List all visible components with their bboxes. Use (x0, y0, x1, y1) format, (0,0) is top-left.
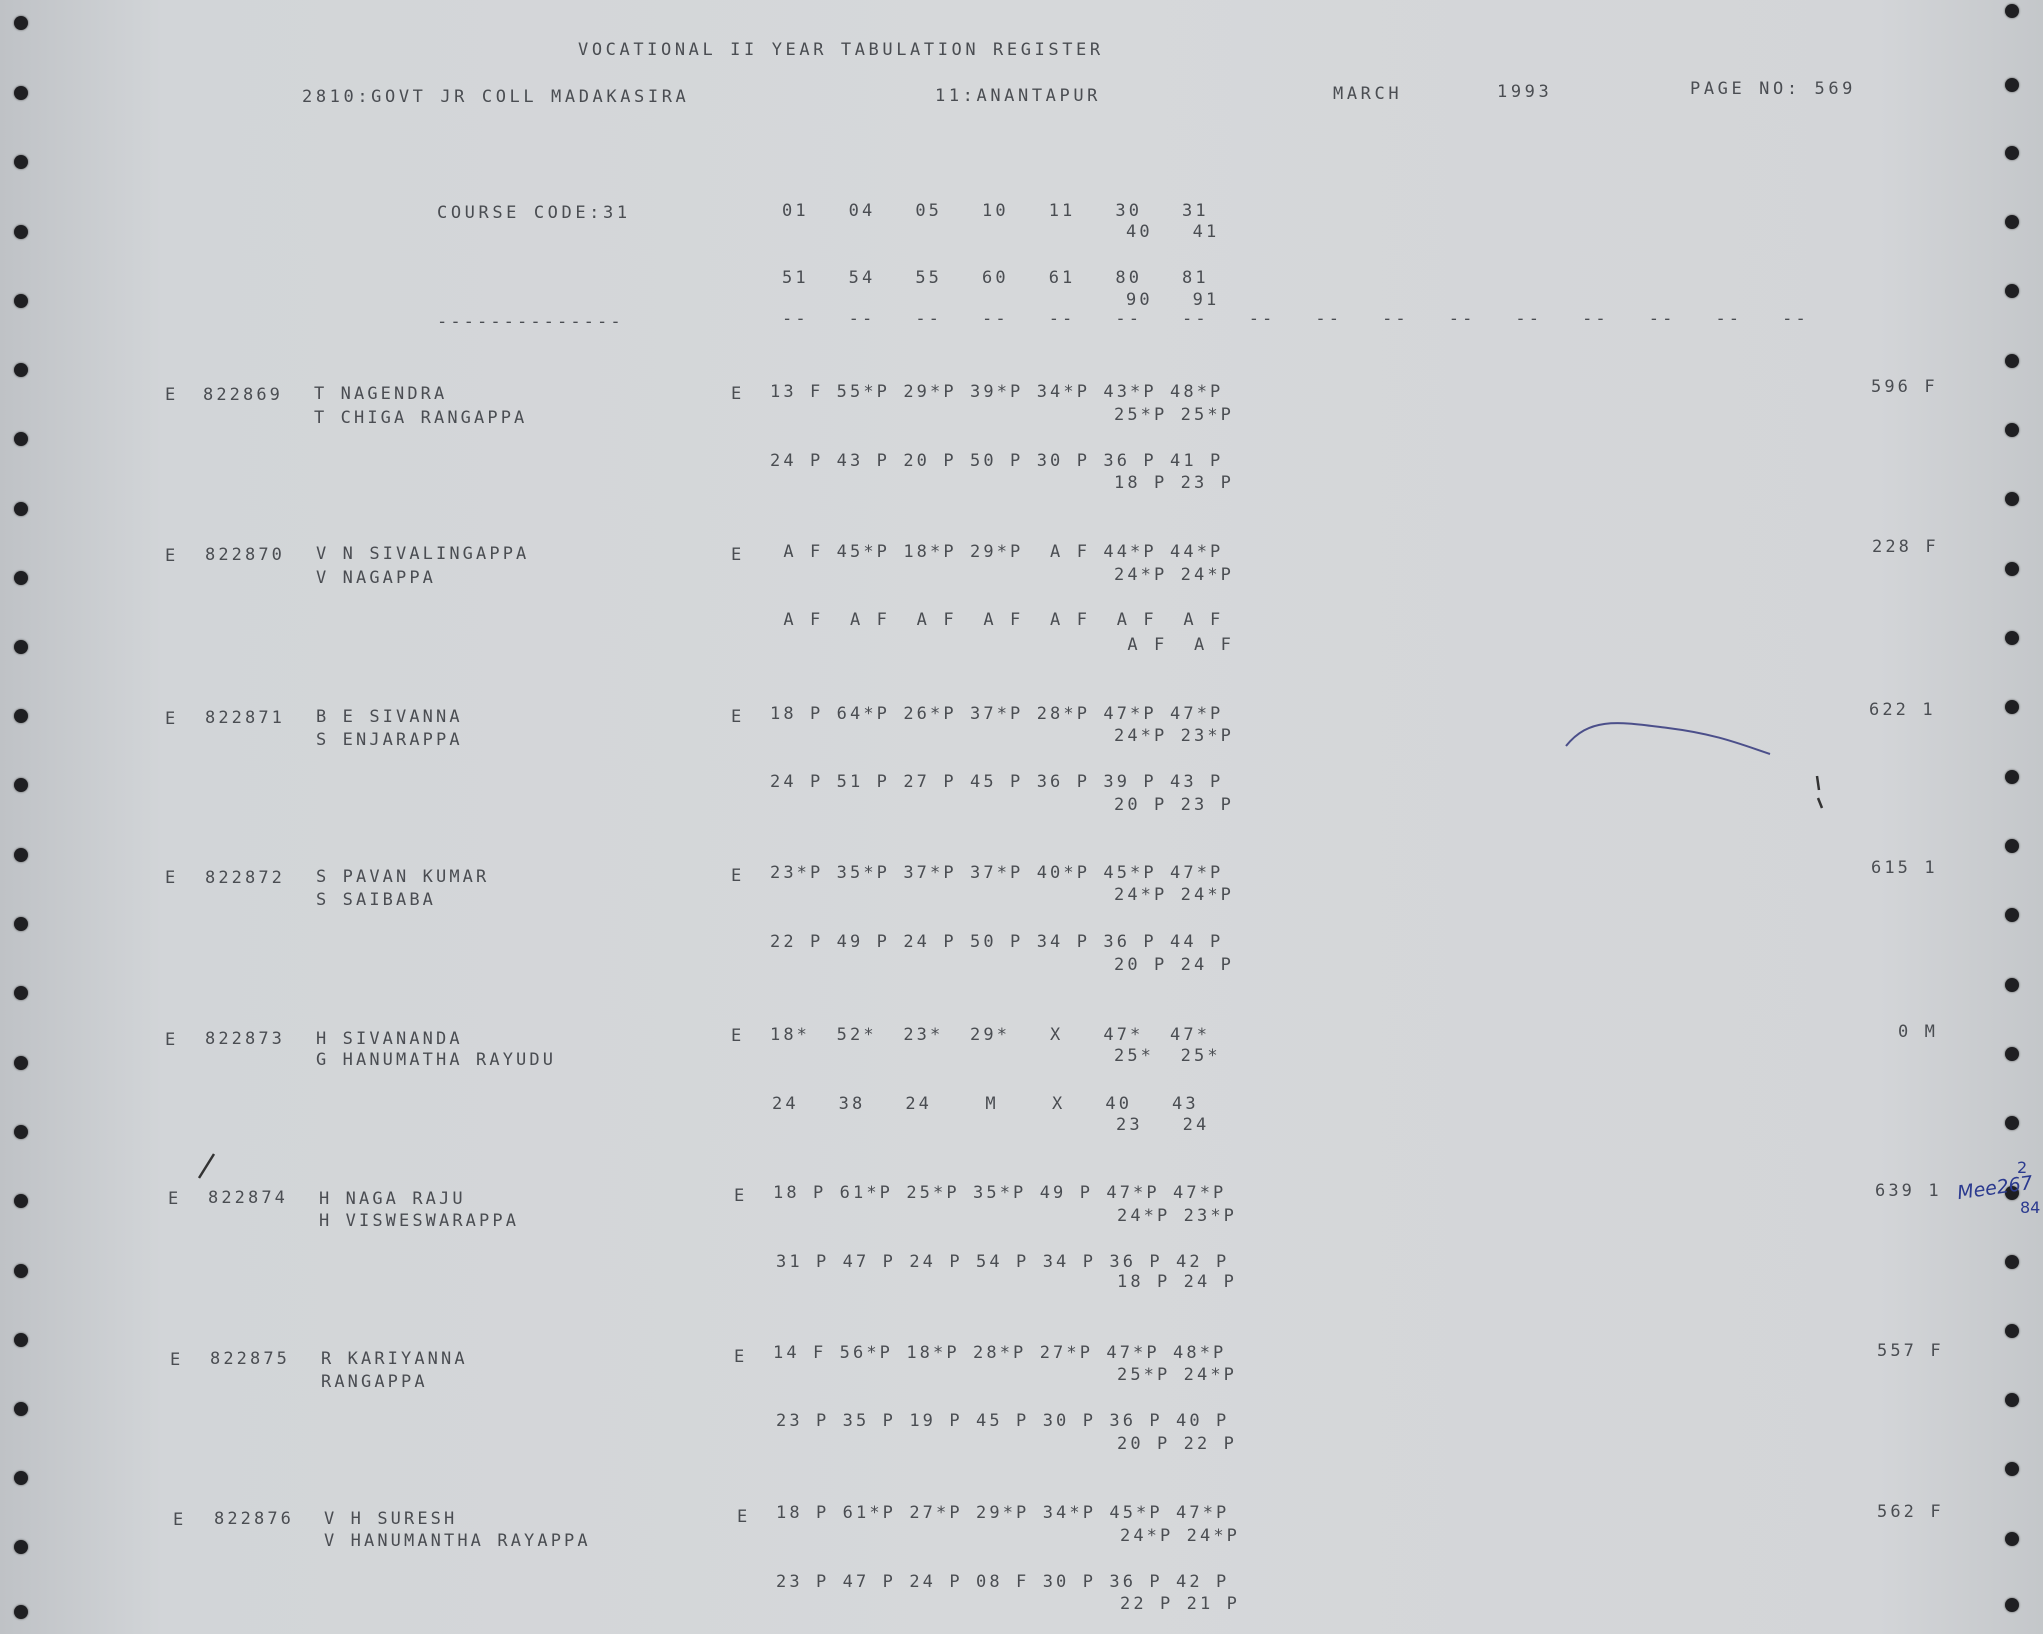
student-name: H SIVANANDA (316, 1029, 463, 1049)
roll-number: 822870 (205, 545, 286, 565)
parent-name: V HANUMANTHA RAYAPPA (324, 1531, 591, 1551)
roll-number: 822871 (205, 708, 286, 728)
student-name: H NAGA RAJU (319, 1189, 466, 1209)
total-result: 639 1 (1875, 1181, 1942, 1201)
marks-line-2b: 20 P 24 P (1114, 955, 1235, 975)
marks-line-2: 31 P 47 P 24 P 54 P 34 P 36 P 42 P (776, 1252, 1230, 1272)
handwritten-subscript: 84 (2020, 1198, 2041, 1217)
student-name: R KARIYANNA (321, 1349, 468, 1369)
sprocket-hole (14, 1125, 28, 1139)
sprocket-hole (2005, 1324, 2019, 1338)
sprocket-hole (2005, 1598, 2019, 1612)
sprocket-hole (14, 1333, 28, 1347)
parent-name: RANGAPPA (321, 1372, 428, 1392)
sprocket-hole (14, 778, 28, 792)
header-rule-row: -- -- -- -- -- -- -- -- -- -- -- -- -- -- -- -- (782, 309, 1809, 329)
marks-line-2: 24 P 43 P 20 P 50 P 30 P 36 P 41 P (770, 451, 1224, 471)
total-result: 228 F (1872, 537, 1939, 557)
marks-line-1b: 24*P 24*P (1114, 885, 1235, 905)
stream-code: E (168, 1189, 182, 1209)
roll-number: 822872 (205, 868, 286, 888)
medium-code: E (731, 545, 745, 565)
sprocket-hole (14, 1194, 28, 1208)
sprocket-hole (2005, 354, 2019, 368)
sprocket-hole (14, 1264, 28, 1278)
total-result: 557 F (1877, 1341, 1944, 1361)
left-sprocket-holes (14, 0, 54, 1634)
sprocket-hole (14, 1540, 28, 1554)
marks-line-2: 23 P 47 P 24 P 08 F 30 P 36 P 42 P (776, 1572, 1230, 1592)
sprocket-hole (2005, 1462, 2019, 1476)
marks-line-2b: 22 P 21 P (1120, 1594, 1241, 1614)
marks-line-1b: 25*P 24*P (1117, 1365, 1238, 1385)
total-result: 562 F (1877, 1502, 1944, 1522)
marks-line-1: A F 45*P 18*P 29*P A F 44*P 44*P (770, 542, 1224, 562)
sprocket-hole (14, 155, 28, 169)
medium-code: E (734, 1347, 748, 1367)
medium-code: E (734, 1186, 748, 1206)
sprocket-hole (14, 1605, 28, 1619)
course-code-label: COURSE CODE:31 (437, 203, 631, 223)
parent-name: T CHIGA RANGAPPA (314, 408, 528, 428)
total-result: 615 1 (1871, 858, 1938, 878)
pen-tick-mark (1817, 776, 1822, 808)
marks-line-2: 24 38 24 M X 40 43 (772, 1094, 1199, 1114)
handwritten-note: Mee267 (1955, 1171, 2035, 1205)
roll-number: 822876 (214, 1509, 295, 1529)
pencil-slash-mark (199, 1154, 214, 1178)
sprocket-hole (14, 225, 28, 239)
marks-line-1: 18 P 64*P 26*P 37*P 28*P 47*P 47*P (770, 704, 1224, 724)
sprocket-hole (2005, 146, 2019, 160)
sprocket-hole (2005, 839, 2019, 853)
sprocket-hole (14, 16, 28, 30)
sprocket-hole (14, 1402, 28, 1416)
roll-number: 822875 (210, 1349, 291, 1369)
sprocket-hole (14, 432, 28, 446)
marks-line-2b: 20 P 22 P (1117, 1434, 1238, 1454)
stream-code: E (165, 546, 179, 566)
medium-code: E (737, 1507, 751, 1527)
marks-line-2b: A F A F (1114, 635, 1235, 655)
sprocket-hole (2005, 1047, 2019, 1061)
sprocket-hole (2005, 1255, 2019, 1269)
medium-code: E (731, 1026, 745, 1046)
sprocket-hole (14, 848, 28, 862)
marks-line-2: 23 P 35 P 19 P 45 P 30 P 36 P 40 P (776, 1411, 1230, 1431)
marks-line-1: 23*P 35*P 37*P 37*P 40*P 45*P 47*P (770, 863, 1224, 883)
sprocket-hole (14, 294, 28, 308)
marks-line-1b: 24*P 23*P (1117, 1206, 1238, 1226)
sprocket-hole (2005, 631, 2019, 645)
roll-number: 822873 (205, 1029, 286, 1049)
stream-code: E (170, 1350, 184, 1370)
sprocket-hole (14, 86, 28, 100)
subject-codes-row-1: 01 04 05 10 11 30 31 (782, 201, 1209, 221)
page-number: PAGE NO: 569 (1690, 79, 1857, 99)
medium-code: E (731, 707, 745, 727)
student-name: V H SURESH (324, 1509, 458, 1529)
sprocket-hole (14, 1471, 28, 1485)
marks-line-1b: 24*P 24*P (1114, 565, 1235, 585)
sprocket-hole (14, 917, 28, 931)
sprocket-hole (2005, 700, 2019, 714)
marks-line-1b: 25*P 25*P (1114, 405, 1235, 425)
marks-line-2: A F A F A F A F A F A F A F (770, 610, 1224, 630)
parent-name: S ENJARAPPA (316, 730, 463, 750)
sprocket-hole (2005, 770, 2019, 784)
marks-line-1: 18* 52* 23* 29* X 47* 47* (770, 1025, 1211, 1045)
roll-number: 822874 (208, 1188, 289, 1208)
handwritten-superscript: 2 (2017, 1158, 2028, 1177)
student-name: V N SIVALINGAPPA (316, 544, 530, 564)
exam-year: 1993 (1497, 82, 1553, 102)
total-result: 0 M (1898, 1022, 1939, 1042)
marks-line-2: 24 P 51 P 27 P 45 P 36 P 39 P 43 P (770, 772, 1224, 792)
sprocket-hole (14, 986, 28, 1000)
stream-code: E (165, 868, 179, 888)
district-name: 11:ANANTAPUR (935, 86, 1102, 106)
sprocket-hole (2005, 4, 2019, 18)
subject-codes-row-2: 51 54 55 60 61 80 81 (782, 268, 1209, 288)
marks-line-1: 14 F 56*P 18*P 28*P 27*P 47*P 48*P (773, 1343, 1227, 1363)
sprocket-hole (14, 640, 28, 654)
subject-codes-row-1b: 40 41 (1126, 222, 1220, 242)
subject-codes-row-2b: 90 91 (1126, 290, 1220, 310)
marks-line-1: 18 P 61*P 25*P 35*P 49 P 47*P 47*P (773, 1183, 1227, 1203)
student-name: B E SIVANNA (316, 707, 463, 727)
parent-name: V NAGAPPA (316, 568, 437, 588)
medium-code: E (731, 384, 745, 404)
sprocket-hole (2005, 1393, 2019, 1407)
sprocket-hole (2005, 492, 2019, 506)
marks-line-1b: 24*P 24*P (1120, 1526, 1241, 1546)
medium-code: E (731, 866, 745, 886)
marks-line-1: 18 P 61*P 27*P 29*P 34*P 45*P 47*P (776, 1503, 1230, 1523)
sprocket-hole (2005, 215, 2019, 229)
sprocket-hole (2005, 284, 2019, 298)
sprocket-hole (2005, 78, 2019, 92)
student-name: S PAVAN KUMAR (316, 867, 490, 887)
register-title: VOCATIONAL II YEAR TABULATION REGISTER (578, 40, 1104, 60)
student-name: T NAGENDRA (314, 384, 448, 404)
sprocket-hole (2005, 1532, 2019, 1546)
marks-line-2: 22 P 49 P 24 P 50 P 34 P 36 P 44 P (770, 932, 1224, 952)
sprocket-hole (2005, 908, 2019, 922)
stream-code: E (173, 1510, 187, 1530)
marks-line-1b: 25* 25* (1114, 1046, 1221, 1066)
roll-number: 822869 (203, 385, 284, 405)
sprocket-hole (14, 571, 28, 585)
marks-line-1: 13 F 55*P 29*P 39*P 34*P 43*P 48*P (770, 382, 1224, 402)
sprocket-hole (14, 502, 28, 516)
sprocket-hole (14, 363, 28, 377)
stream-code: E (165, 709, 179, 729)
sprocket-hole (14, 709, 28, 723)
marks-line-2b: 18 P 23 P (1114, 473, 1235, 493)
sprocket-hole (2005, 423, 2019, 437)
marks-line-2b: 18 P 24 P (1117, 1272, 1238, 1292)
marks-line-1b: 24*P 23*P (1114, 726, 1235, 746)
header-rule-left: -------------- (437, 312, 624, 332)
pen-stroke-line (1566, 723, 1770, 754)
sprocket-hole (14, 1056, 28, 1070)
exam-month: MARCH (1333, 84, 1403, 104)
parent-name: S SAIBABA (316, 890, 437, 910)
marks-line-2b: 23 24 (1116, 1115, 1210, 1135)
college-name: 2810:GOVT JR COLL MADAKASIRA (302, 87, 690, 107)
sprocket-hole (2005, 562, 2019, 576)
sprocket-hole (2005, 1116, 2019, 1130)
parent-name: H VISWESWARAPPA (319, 1211, 520, 1231)
sprocket-hole (2005, 978, 2019, 992)
total-result: 622 1 (1869, 700, 1936, 720)
stream-code: E (165, 1030, 179, 1050)
right-sprocket-holes (2005, 0, 2043, 1634)
parent-name: G HANUMATHA RAYUDU (316, 1050, 557, 1070)
stream-code: E (165, 385, 179, 405)
marks-line-2b: 20 P 23 P (1114, 795, 1235, 815)
total-result: 596 F (1871, 377, 1938, 397)
